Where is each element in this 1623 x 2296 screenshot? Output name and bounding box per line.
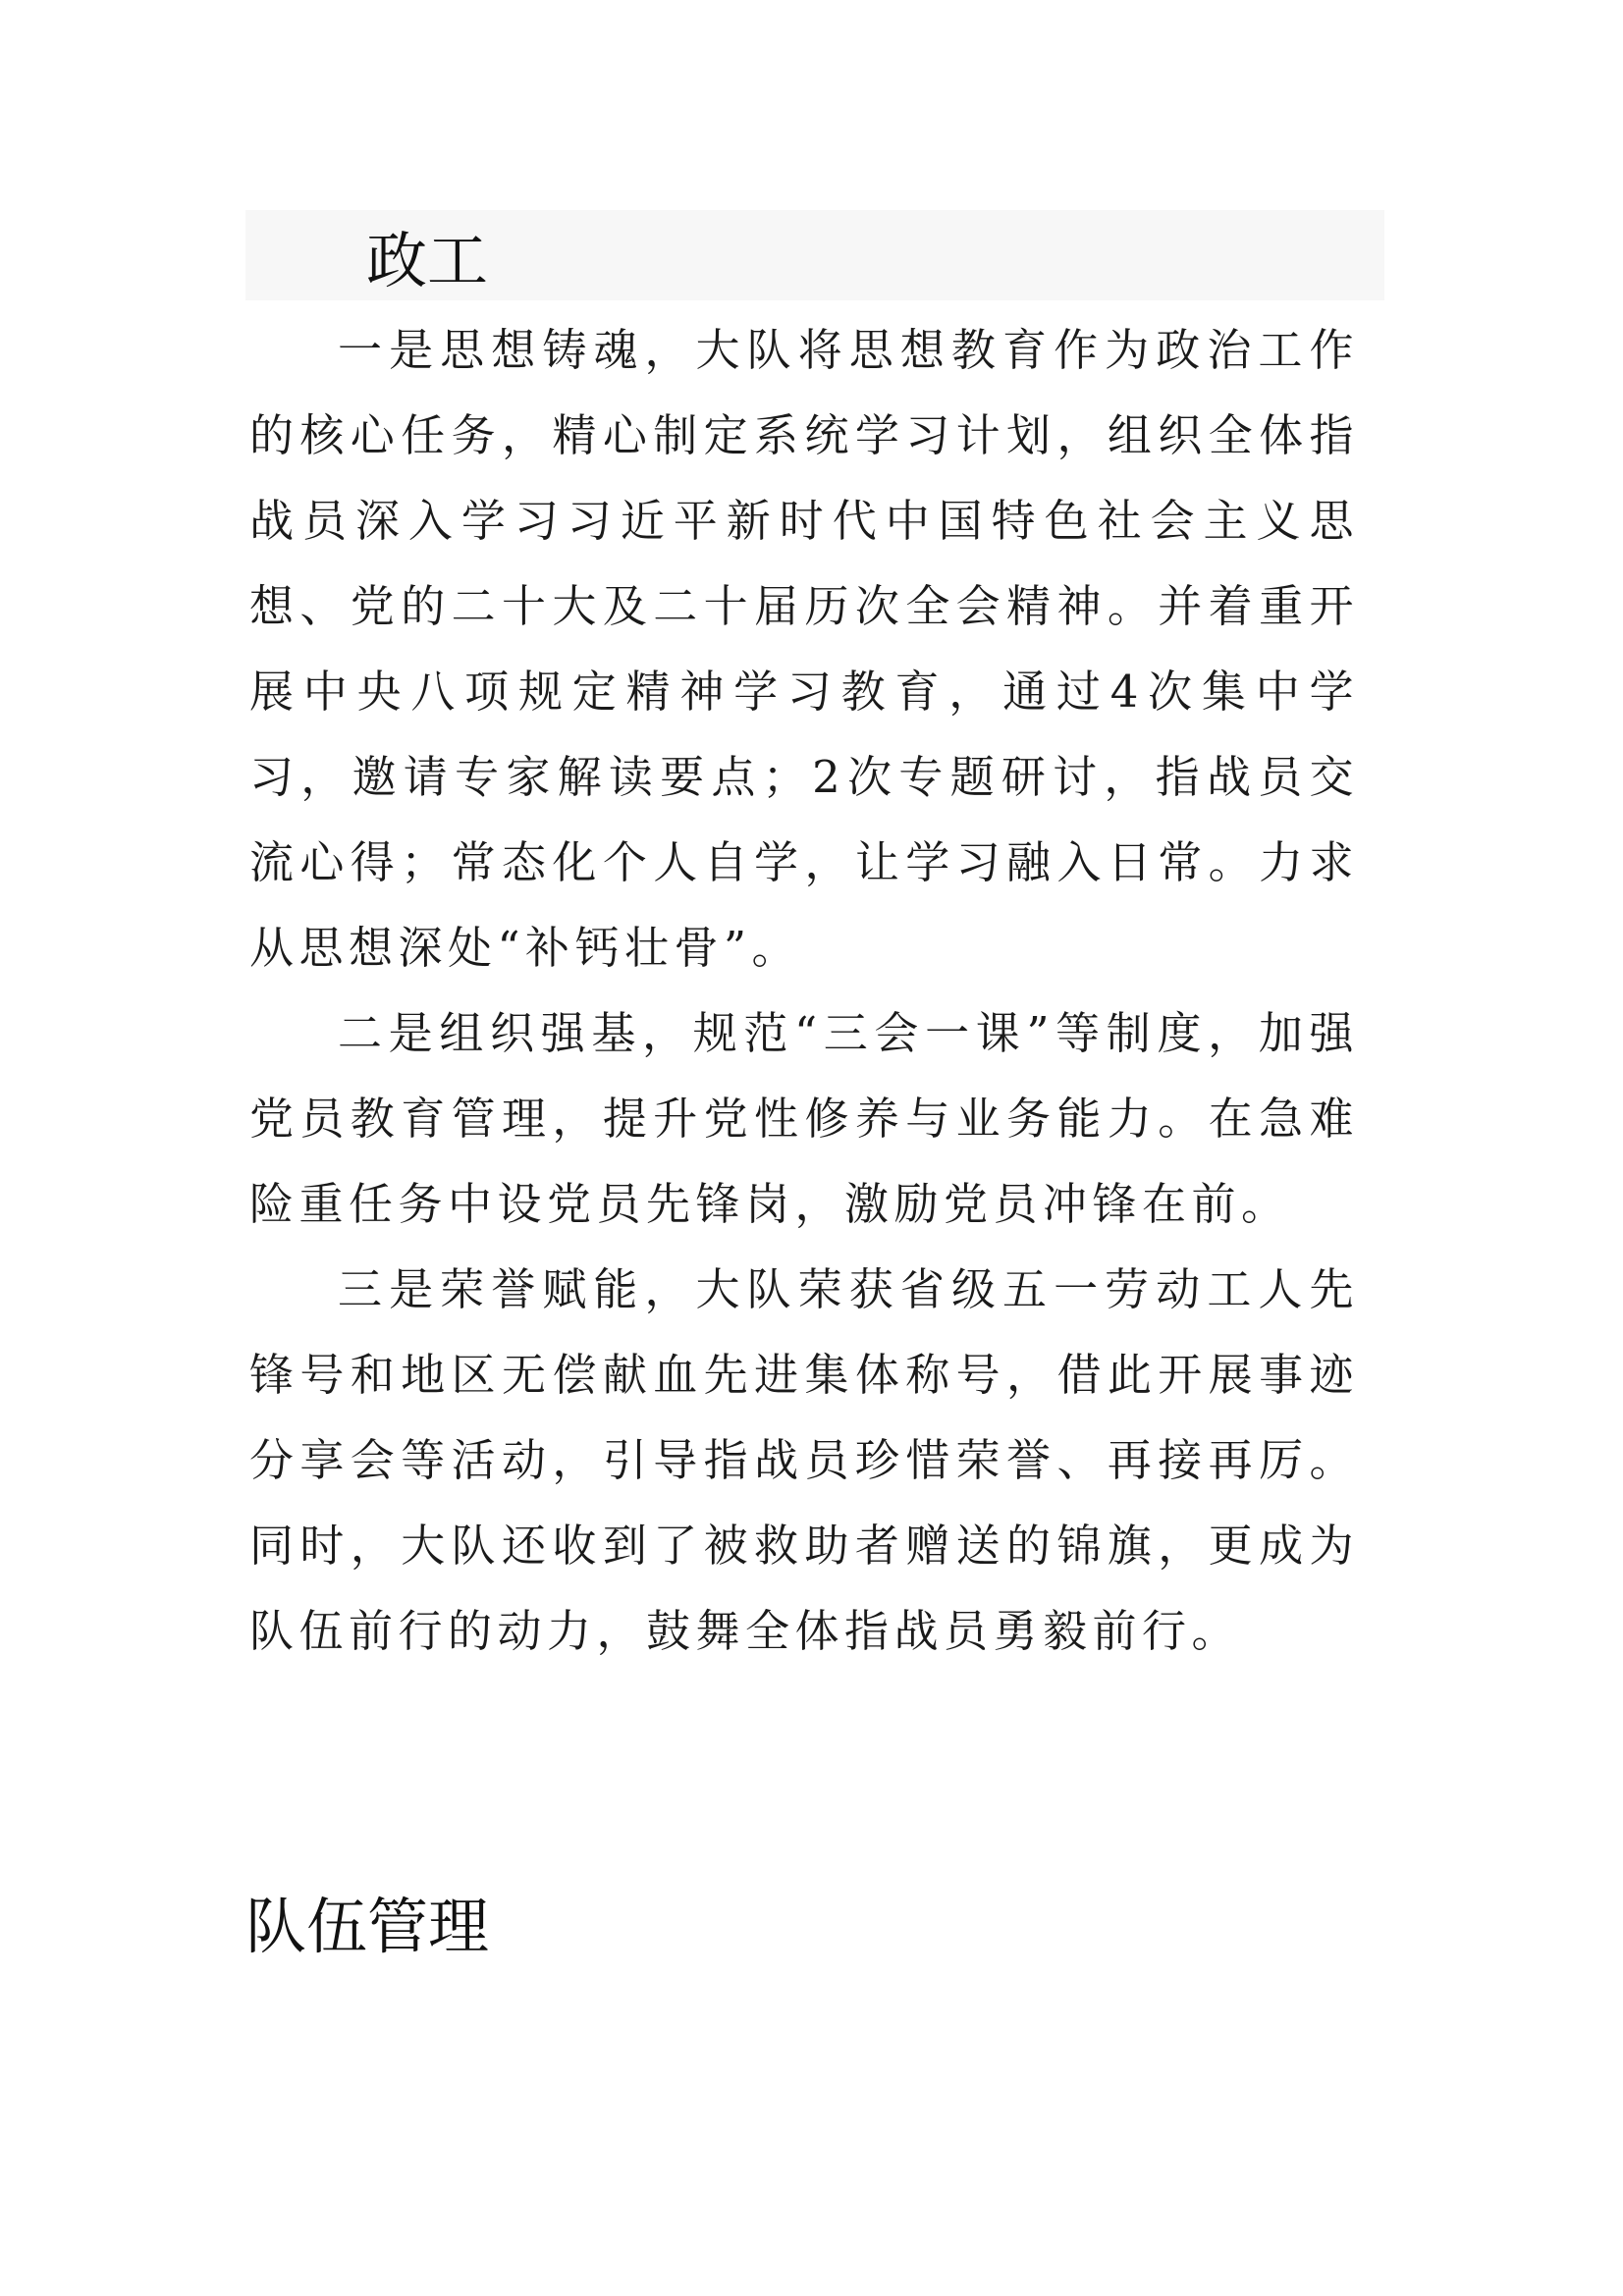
section-title-political-work: 政工	[366, 225, 489, 296]
paragraph-honor: 三是荣誉赋能，大队荣获省级五一劳动工人先锋号和地区无偿献血先进集体称号，借此开展事迹分享会等活动，引导指战员珍惜荣誉、再接再厉。同时，大队还收到了被救助者赠送的锦旗，更成为队伍前行的动力，鼓舞全体指战员勇毅前行。	[249, 1263, 1359, 1657]
section-body	[249, 307, 1359, 1674]
paragraph-ideology: 一是思想铸魂，大队将思想教育作为政治工作的核心任务，精心制定系统学习计划，组织全体指战员深入学习习近平新时代中国特色社会主义思想、党的二十大及二十届历次全会精神。并着重开展中央八项规定精神学习教育，通过4次集中学习，邀请专家解读要点；2次专题研讨，指战员交流心得；常态化个人自学，让学习融入日常。力求从思想深处“补钙壮骨”。	[249, 324, 1359, 974]
section-title-team-management: 队伍管理	[245, 1891, 490, 1962]
paragraph-organization: 二是组织强基，规范“三会一课”等制度，加强党员教育管理，提升党性修养与业务能力。在急难险重任务中设党员先锋岗，激励党员冲锋在前。	[249, 1007, 1359, 1230]
